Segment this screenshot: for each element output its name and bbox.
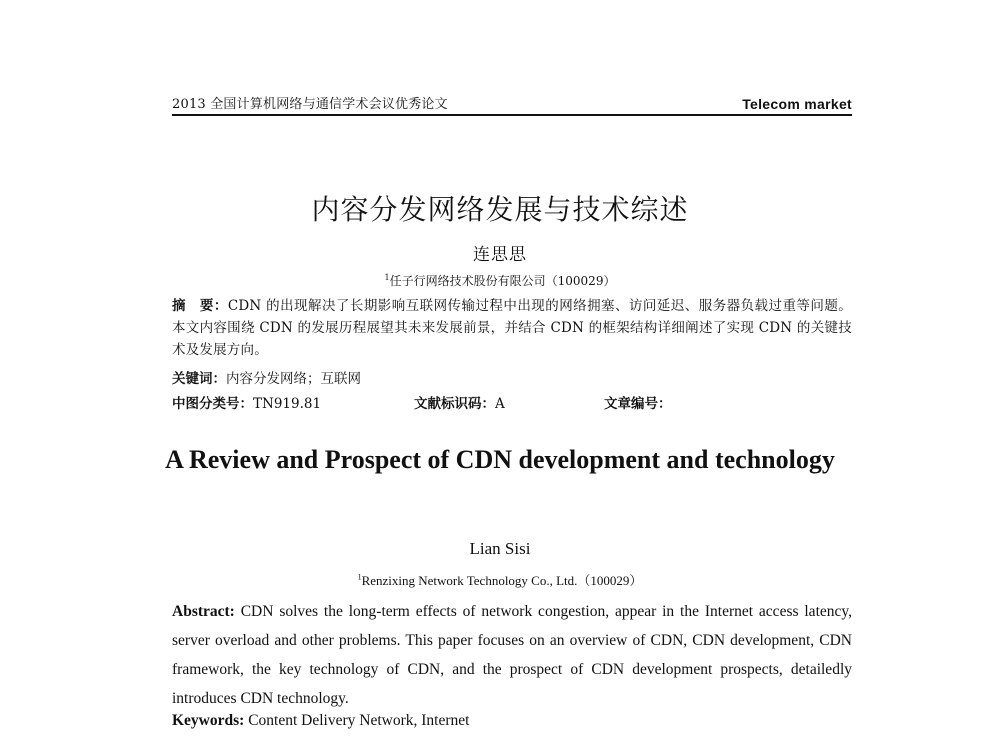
affiliation-text: Renzixing Network Technology Co., Ltd.（100029） <box>361 573 643 588</box>
english-author: Lian Sisi <box>469 539 531 558</box>
keywords-text: Content Delivery Network, Internet <box>248 712 470 729</box>
document-code: 文献标识码：A <box>414 396 505 412</box>
section-name: Telecom market <box>742 96 852 112</box>
keywords-label: 关键词： <box>172 371 226 387</box>
english-abstract <box>172 597 852 713</box>
english-affiliation <box>0 570 1000 589</box>
english-title: A Review and Prospect of CDN development and technology <box>165 445 835 474</box>
classification-row <box>172 393 852 415</box>
clc-code: 中图分类号：TN919.81 <box>172 396 322 412</box>
chinese-title: 内容分发网络发展与技术综述 <box>311 193 689 226</box>
abstract-label: Abstract: <box>172 603 235 620</box>
keywords-text: 内容分发网络；互联网 <box>226 371 361 387</box>
chinese-affiliation <box>0 272 1000 289</box>
affiliation-text: 任子行网络技术股份有限公司（100029） <box>389 274 616 288</box>
english-keywords <box>172 709 852 733</box>
abstract-label: 摘 要： <box>172 298 228 314</box>
affiliation-superscript: 1 <box>357 572 362 582</box>
header-rule <box>172 114 852 116</box>
chinese-abstract <box>172 295 852 361</box>
affiliation-superscript: 1 <box>384 273 390 282</box>
article-number: 文章编号： <box>604 396 672 412</box>
abstract-text: CDN 的出现解决了长期影响互联网传输过程中出现的网络拥塞、访问延迟、服务器负载过重等问题。本文内容围绕 CDN 的发展历程展望其未来发展前景，并结合 CDN 的框架结构详细阐述了实现 CDN 的关键技术及发展方向。 <box>172 298 852 358</box>
chinese-keywords <box>172 368 852 390</box>
chinese-author: 连思思 <box>473 245 527 265</box>
keywords-label: Keywords: <box>172 712 245 729</box>
conference-name: 2013 全国计算机网络与通信学术会议优秀论文 <box>172 97 448 112</box>
abstract-text: CDN solves the long-term effects of network congestion, appear in the Internet access latency, server overload and other problems. This paper focuses on an overview of CDN, CDN development, CDN framework, the key technology of CDN, and the prospect of CDN development prospects, detailedly introduces CDN technology. <box>172 603 852 707</box>
running-header <box>172 92 852 112</box>
